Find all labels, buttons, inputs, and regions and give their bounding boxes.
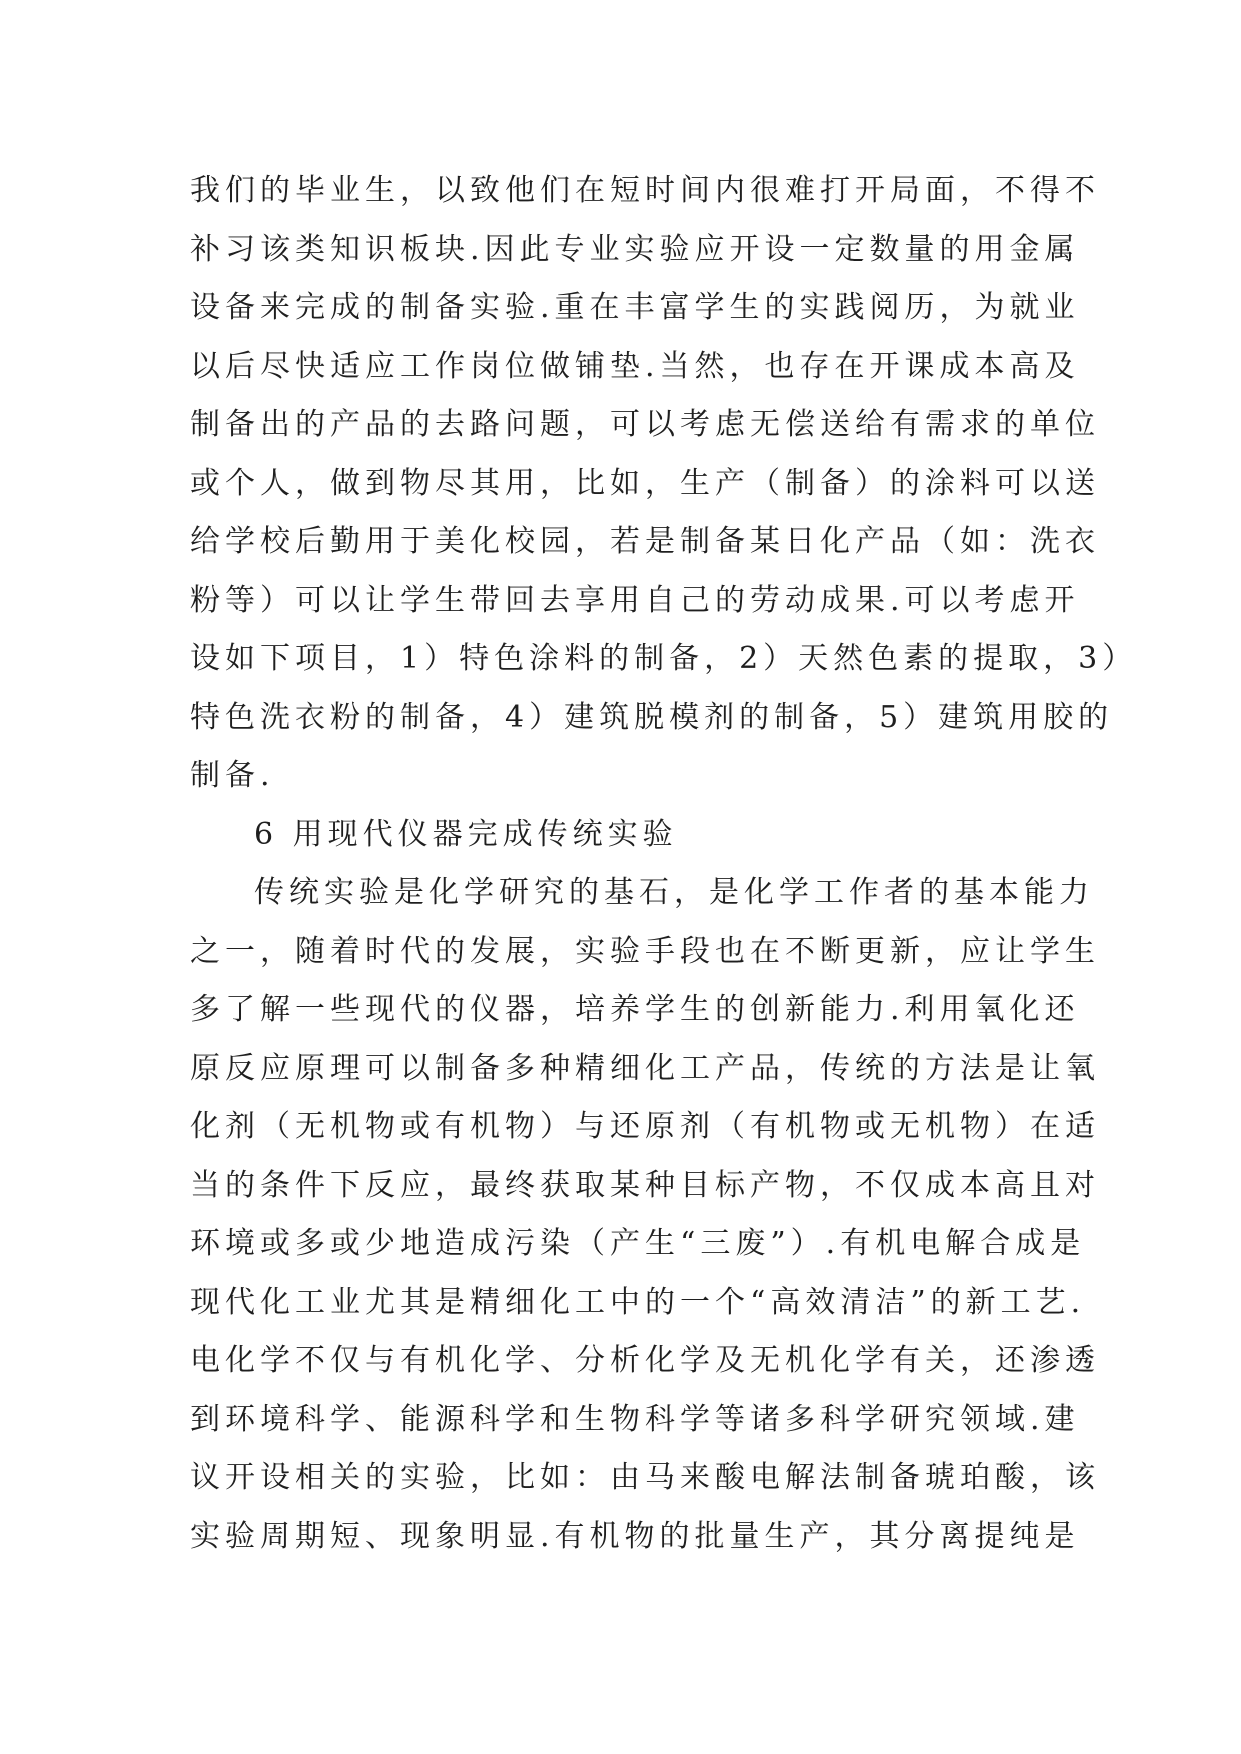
text-line: 给学校后勤用于美化校园，若是制备某日化产品（如：洗衣 [190,524,1100,559]
text-line: 议开设相关的实验，比如：由马来酸电解法制备琥珀酸，该 [190,1460,1100,1495]
text-line: 补习该类知识板块.因此专业实验应开设一定数量的用金属 [190,231,1080,267]
text-line: 设备来完成的制备实验.重在丰富学生的实践阅历，为就业 [190,290,1080,325]
text-line: 实验周期短、现象明显.有机物的批量生产，其分离提纯是 [190,1518,1080,1554]
text-line: 化剂（无机物或有机物）与还原剂（有机物或无机物）在适 [190,1109,1100,1144]
text-line: 多了解一些现代的仪器，培养学生的创新能力.利用氧化还 [190,992,1080,1027]
text-line: 现代化工业尤其是精细化工中的一个“高效清洁”的新工艺. [190,1284,1086,1320]
text-line: 当的条件下反应，最终获取某种目标产物，不仅成本高且对 [190,1167,1100,1203]
text-line: 特色洗衣粉的制备，4）建筑脱模剂的制备，5）建筑用胶的 [190,699,1114,735]
text-line: 以后尽快适应工作岗位做铺垫.当然，也存在开课成本高及 [190,348,1080,384]
text-line: 或个人，做到物尽其用，比如，生产（制备）的涂料可以送 [190,465,1100,501]
text-line: 制备. [190,758,275,793]
text-line: 原反应原理可以制备多种精细化工产品，传统的方法是让氧 [190,1050,1100,1086]
text-line: 电化学不仅与有机化学、分析化学及无机化学有关，还渗透 [190,1343,1100,1378]
text-line: 到环境科学、能源科学和生物科学等诸多科学研究领域.建 [190,1401,1080,1437]
text-line: 之一，随着时代的发展，实验手段也在不断更新，应让学生 [190,933,1100,969]
paragraph-continued [190,162,1138,806]
text-line: 设如下项目，1）特色涂料的制备，2）天然色素的提取，3） [190,641,1138,676]
text-line: 制备出的产品的去路问题，可以考虑无偿送给有需求的单位 [190,407,1100,442]
document-body [190,162,1138,1566]
text-line: 传统实验是化学研究的基石，是化学工作者的基本能力 [254,875,1094,910]
text-line: 环境或多或少地造成污染（产生“三废”）.有机电解合成是 [190,1226,1086,1261]
paragraph [190,864,1100,1566]
text-line: 粉等）可以让学生带回去享用自己的劳动成果.可以考虑开 [190,582,1080,618]
section-heading: 6 用现代仪器完成传统实验 [254,816,678,852]
text-line: 我们的毕业生，以致他们在短时间内很难打开局面，不得不 [190,173,1100,208]
